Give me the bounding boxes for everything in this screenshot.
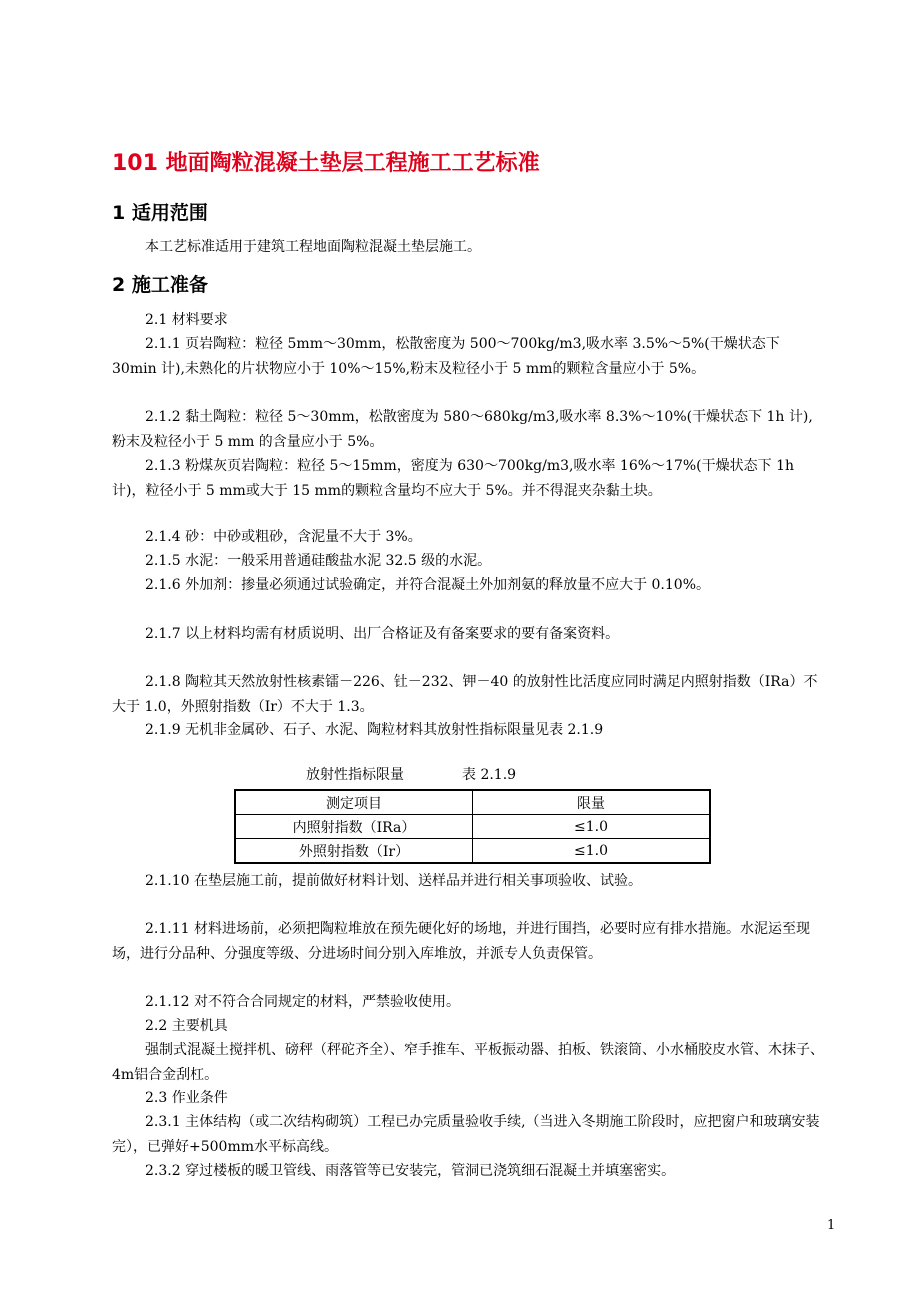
table-cell: ≤1.0	[473, 839, 711, 864]
paragraph-2-1-5: 2.1.5 水泥：一般采用普通硅酸盐水泥 32.5 级的水泥。	[145, 553, 492, 569]
section-heading-preparation: 2 施工准备	[112, 274, 208, 296]
table-caption-title: 放射性指标限量	[306, 767, 404, 783]
table-row	[235, 815, 710, 839]
table-caption-number: 表 2.1.9	[462, 767, 517, 783]
paragraph-2-3-1: 2.3.1 主体结构（或二次结构砌筑）工程已办完质量验收手续,（当进入冬期施工阶段时，应把窗户和玻璃安装完），已弹好+500mm水平标高线。	[112, 1114, 820, 1155]
table-header-item: 测定项目	[235, 790, 473, 815]
page-number: 1	[827, 1218, 836, 1233]
paragraph-2-1-2: 2.1.2 黏土陶粒：粒径 5～30mm，松散密度为 580～680kg/m3,吸水率 8.3%～10%(干燥状态下 1h 计),粉末及粒径小于 5 mm 的含量应小于 5%。	[112, 409, 813, 450]
paragraph-2-1-11: 2.1.11 材料进场前，必须把陶粒堆放在预先硬化好的场地，并进行围挡，必要时应有排水措施。水泥运至现场，进行分品种、分强度等级、分进场时间分别入库堆放，并派专人负责保管。	[112, 921, 810, 962]
subsection-tools: 2.2 主要机具	[145, 1018, 228, 1034]
paragraph-tools-list: 强制式混凝土搅拌机、磅秤（秤砣齐全）、窄手推车、平板振动器、拍板、铁滚筒、小水桶胶皮水管、木抹子、4m铝合金刮杠。	[112, 1042, 824, 1083]
paragraph-2-1-1: 2.1.1 页岩陶粒：粒径 5mm～30mm，松散密度为 500～700kg/m3,吸水率 3.5%～5%(干燥状态下30min 计),未熟化的片状物应小于 10%～15%,粉末及粒径小于 5 mm的颗粒含量应小于 5%。	[112, 336, 780, 377]
paragraph-2-1-6: 2.1.6 外加剂：掺量必须通过试验确定，并符合混凝土外加剂氨的释放量不应大于 0.10%。	[145, 577, 710, 593]
table-row	[235, 839, 710, 864]
paragraph-2-1-4: 2.1.4 砂：中砂或粗砂，含泥量不大于 3%。	[145, 529, 422, 545]
paragraph-2-1-12: 2.1.12 对不符合合同规定的材料，严禁验收使用。	[145, 994, 460, 1010]
paragraph-2-1-9: 2.1.9 无机非金属砂、石子、水泥、陶粒材料其放射性指标限量见表 2.1.9	[145, 722, 604, 738]
table-cell: 外照射指数（Ⅰr）	[235, 839, 473, 864]
section-heading-scope: 1 适用范围	[112, 202, 208, 224]
paragraph-2-1-8: 2.1.8 陶粒其天然放射性核素镭－226、钍－232、钾－40 的放射性比活度应同时满足内照射指数（ⅠRa）不大于 1.0，外照射指数（Ⅰr）不大于 1.3。	[112, 674, 818, 715]
subsection-materials: 2.1 材料要求	[145, 312, 228, 328]
radioactivity-limit-table	[234, 789, 711, 864]
paragraph-2-1-7: 2.1.7 以上材料均需有材质说明、出厂合格证及有备案要求的要有备案资料。	[145, 626, 620, 642]
paragraph-2-1-3: 2.1.3 粉煤灰页岩陶粒：粒径 5～15mm，密度为 630～700kg/m3,吸水率 16%～17%(干燥状态下 1h 计)，粒径小于 5 mm或大于 15 mm的颗粒含量均不应大于 5%。并不得混夹杂黏土块。	[112, 458, 795, 499]
paragraph-2-1-10: 2.1.10 在垫层施工前，提前做好材料计划、送样品并进行相关事项验收、试验。	[145, 873, 642, 889]
table-header-row	[235, 790, 710, 815]
table-cell: 内照射指数（ⅠRa）	[235, 815, 473, 839]
scope-paragraph: 本工艺标准适用于建筑工程地面陶粒混凝土垫层施工。	[145, 239, 481, 255]
table-caption	[306, 764, 516, 784]
subsection-conditions: 2.3 作业条件	[145, 1090, 228, 1106]
paragraph-2-3-2: 2.3.2 穿过楼板的暖卫管线、雨落管等已安装完，管洞已浇筑细石混凝土并填塞密实。	[145, 1163, 676, 1179]
table-cell: ≤1.0	[473, 815, 711, 839]
document-title: 101 地面陶粒混凝土垫层工程施工工艺标准	[112, 151, 540, 176]
table-header-limit: 限量	[473, 790, 711, 815]
